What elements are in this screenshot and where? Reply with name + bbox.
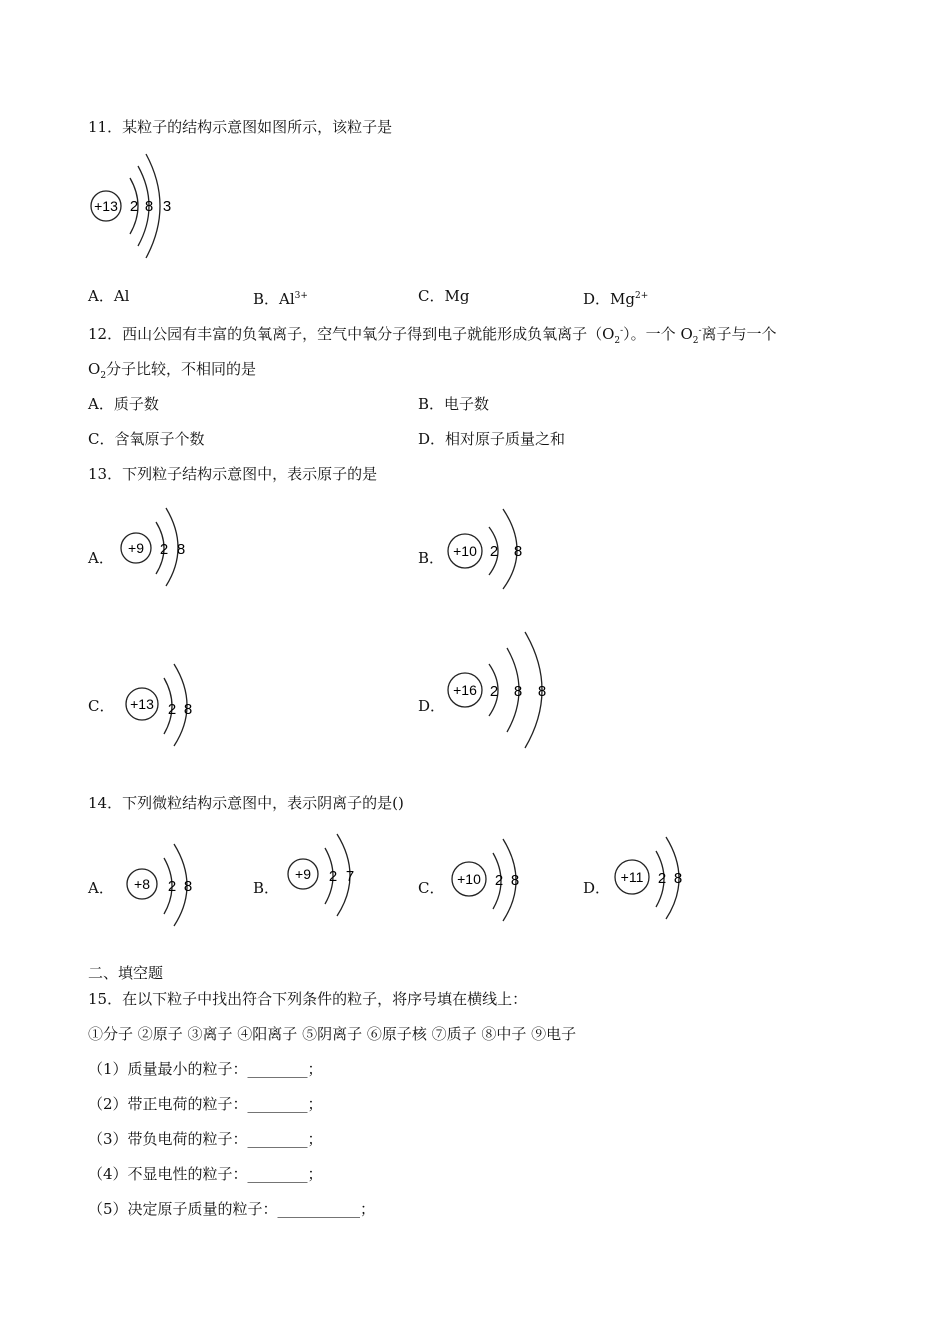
q14-c-shell-count-1: 2 [494, 872, 504, 889]
q13-option-b-diagram[interactable] [445, 505, 530, 591]
q15-stem: 15．在以下粒子中找出符合下列条件的粒子，将序号填在横线上： [88, 990, 528, 1008]
q12-option-a-text: 质子数 [113, 395, 159, 413]
q11-option-a-letter: A． [88, 287, 114, 305]
q15-item-5-answer-blank[interactable]: ___________ [277, 1200, 361, 1218]
q14-option-b-letter[interactable]: B． [253, 879, 280, 897]
q11-option-d-charge: 2+ [635, 291, 649, 301]
q11-option-b-charge: 3+ [294, 291, 308, 301]
q12-option-d-letter: D． [418, 430, 446, 448]
q11-option-c[interactable] [418, 286, 469, 306]
q13-a-shell-count-1: 2 [159, 541, 169, 558]
q13-d-shell-count-3: 8 [537, 683, 547, 700]
q13-b-shell-count-1: 2 [489, 543, 499, 560]
q13-option-a-letter[interactable]: A． [88, 549, 114, 567]
q12-line1-superscript: - [620, 326, 624, 336]
q15-particle-list: ①分子 ②原子 ③离子 ④阳离子 ⑤阴离子 ⑥原子核 ⑦质子 ⑧中子 ⑨电子 [88, 1025, 577, 1043]
q15-item-4 [88, 1164, 323, 1184]
q11-option-b-text: Al [279, 290, 295, 308]
q15-item-5-label: （5）决定原子质量的粒子： [88, 1200, 278, 1218]
q14-d-shell-count-1: 2 [657, 870, 667, 887]
q15-item-3-answer-blank[interactable]: ________ [247, 1130, 308, 1148]
q13-c-shell-count-1: 2 [167, 701, 177, 718]
q12-line1-subscript-2: 2 [692, 336, 699, 346]
q12-line1-subscript: 2 [614, 336, 621, 346]
q14-option-a-letter[interactable]: A． [88, 879, 114, 897]
q15-item-1-answer-blank[interactable]: ________ [247, 1060, 308, 1078]
q15-item-5 [88, 1199, 375, 1219]
q13-option-b-letter[interactable]: B． [418, 549, 445, 567]
q12-line2-text-a: O [88, 360, 101, 378]
q11-shell-count-2: 8 [144, 198, 154, 215]
q15-item-4-answer-blank[interactable]: ________ [247, 1165, 308, 1183]
q11-option-b-letter: B． [253, 290, 280, 308]
q14-b-shell-count-1: 2 [328, 868, 338, 885]
q12-option-c-text: 含氧原子个数 [114, 430, 205, 448]
q12-option-d-text: 相对原子质量之和 [445, 430, 566, 448]
q14-a-shell-count-2: 8 [183, 878, 193, 895]
q14-c-nucleus-charge: +10 [457, 871, 481, 887]
q15-item-3-end: ； [307, 1130, 323, 1148]
q11-option-d-letter: D． [583, 290, 611, 308]
q11-option-d[interactable] [583, 286, 648, 309]
q13-option-a-diagram[interactable] [118, 504, 198, 588]
q12-option-c-letter: C． [88, 430, 115, 448]
q15-item-1 [88, 1059, 323, 1079]
q12-option-d[interactable] [418, 429, 565, 449]
q14-option-d-letter[interactable]: D． [583, 879, 611, 897]
q11-option-a-text: Al [113, 287, 130, 305]
q12-option-a[interactable] [88, 394, 159, 414]
q12-line1-superscript-2: - [698, 326, 702, 336]
q15-item-2-answer-blank[interactable]: ________ [247, 1095, 308, 1113]
q15-item-5-end: ； [360, 1200, 376, 1218]
q13-a-shell-count-2: 8 [176, 541, 186, 558]
q13-option-c-letter[interactable]: C． [88, 697, 115, 715]
q15-item-2-label: （2）带正电荷的粒子： [88, 1095, 248, 1113]
q11-option-a[interactable] [88, 286, 129, 306]
q12-line1-text-b: ）。一个 O [623, 325, 693, 343]
q11-stem: 11．某粒子的结构示意图如图所示，该粒子是 [88, 118, 393, 136]
q12-option-b[interactable] [418, 394, 489, 414]
q13-d-shell-count-1: 2 [489, 683, 499, 700]
q11-option-c-text: Mg [444, 287, 470, 305]
q12-stem-line2 [88, 359, 256, 386]
q11-option-d-text: Mg [610, 290, 635, 308]
q12-stem-line1 [88, 321, 777, 351]
q13-c-nucleus-charge: +13 [130, 696, 154, 712]
q15-item-4-end: ； [307, 1165, 323, 1183]
q11-option-c-letter: C． [418, 287, 445, 305]
q15-item-3-label: （3）带负电荷的粒子： [88, 1130, 248, 1148]
q13-d-shell-count-2: 8 [513, 683, 523, 700]
q14-d-nucleus-charge: +11 [620, 869, 644, 885]
q12-option-b-letter: B． [418, 395, 445, 413]
q13-option-d-letter[interactable]: D． [418, 697, 446, 715]
q11-shell-count-1: 2 [129, 198, 139, 215]
q15-item-1-end: ； [307, 1060, 323, 1078]
q13-stem: 13．下列粒子结构示意图中，表示原子的是 [88, 465, 378, 483]
q12-line1-text-a: 12．西山公园有丰富的负氧离子，空气中氧分子得到电子就能形成负氧离子（O [88, 325, 615, 343]
q11-atom-diagram [86, 148, 186, 260]
q12-line1-text-c: 离子与一个 [701, 325, 777, 343]
q11-option-b[interactable] [253, 286, 308, 309]
q13-b-shell-count-2: 8 [513, 543, 523, 560]
q12-line2-text-b: 分子比较，不相同的是 [106, 360, 257, 378]
section-title-fill-in: 二、填空题 [88, 964, 164, 982]
q11-shell-count-3: 3 [162, 198, 172, 215]
q14-b-shell-count-2: 7 [345, 868, 355, 885]
q11-nucleus-charge: +13 [94, 198, 118, 214]
q12-option-a-letter: A． [88, 395, 114, 413]
q12-option-b-text: 电子数 [444, 395, 490, 413]
q15-item-2 [88, 1094, 323, 1114]
q14-option-a-diagram[interactable] [124, 842, 202, 928]
q13-option-c-diagram[interactable] [122, 662, 202, 748]
q12-option-c[interactable] [88, 429, 205, 449]
q13-d-nucleus-charge: +16 [453, 682, 477, 698]
q14-c-shell-count-2: 8 [510, 872, 520, 889]
q14-b-nucleus-charge: +9 [295, 866, 311, 882]
q15-item-3 [88, 1129, 323, 1149]
q14-option-c-diagram[interactable] [449, 837, 531, 923]
q13-c-shell-count-2: 8 [183, 701, 193, 718]
q15-item-1-label: （1）质量最小的粒子： [88, 1060, 248, 1078]
q14-a-nucleus-charge: +8 [134, 876, 150, 892]
q15-item-2-end: ； [307, 1095, 323, 1113]
q13-b-nucleus-charge: +10 [453, 543, 477, 559]
q13-a-nucleus-charge: +9 [128, 540, 144, 556]
q12-line2-subscript: 2 [100, 371, 107, 381]
q14-a-shell-count-1: 2 [167, 878, 177, 895]
q13-option-d-diagram[interactable] [445, 630, 555, 752]
q14-option-d-diagram[interactable] [612, 835, 692, 921]
q14-d-shell-count-2: 8 [673, 870, 683, 887]
q14-stem: 14．下列微粒结构示意图中，表示阴离子的是() [88, 794, 404, 812]
q14-option-b-diagram[interactable] [285, 832, 365, 918]
q15-item-4-label: （4）不显电性的粒子： [88, 1165, 248, 1183]
q14-option-c-letter[interactable]: C． [418, 879, 445, 897]
